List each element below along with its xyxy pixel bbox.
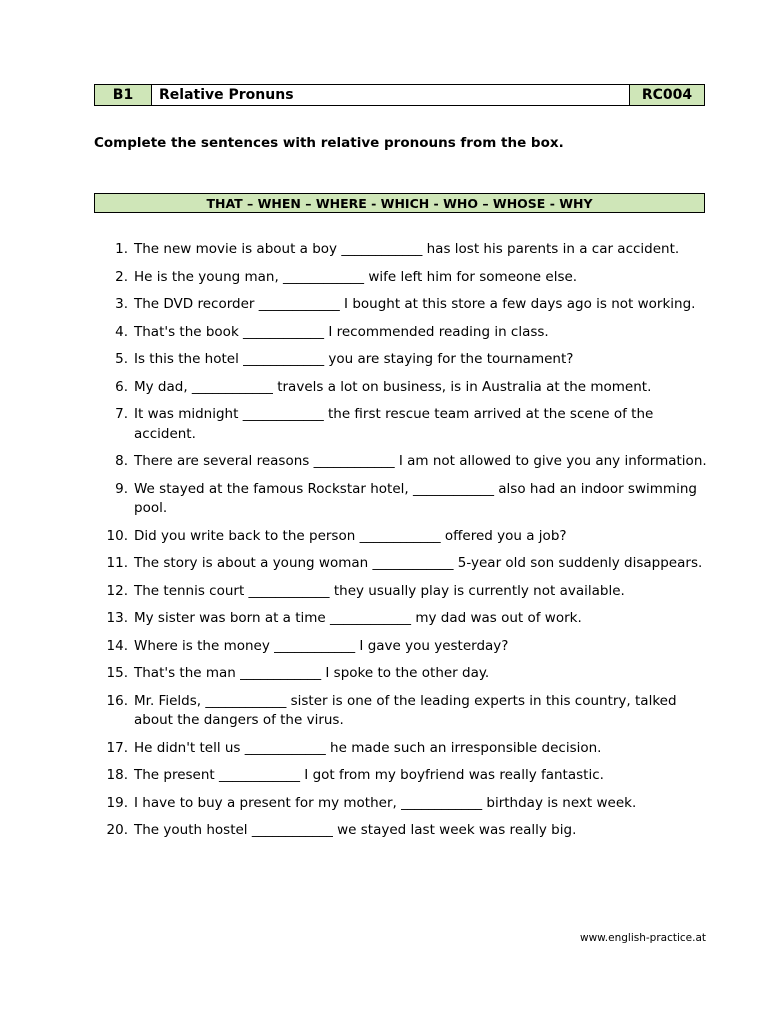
worksheet-header [94,84,705,106]
question-text: The present ____________ I got from my boyfriend was really fantastic. [134,767,604,783]
question-item [94,794,709,814]
question-text: The story is about a young woman ____________ 5-year old son suddenly disappears. [134,555,703,571]
question-item [94,821,709,841]
question-text: Did you write back to the person ____________ offered you a job? [134,527,567,544]
question-text: The DVD recorder ____________ I bought at this store a few days ago is not working. [134,296,696,312]
question-number: 19. [106,794,128,811]
question-list [94,240,709,849]
question-text: We stayed at the famous Rockstar hotel, ____________ also had an indoor swimming pool. [134,480,697,516]
instruction-text: Complete the sentences with relative pronouns from the box. [94,135,564,151]
word-box: THAT – WHEN – WHERE - WHICH - WHO – WHOSE - WHY [94,193,705,213]
question-number: 9. [115,480,128,497]
question-text: I have to buy a present for my mother, ____________ birthday is next week. [134,794,637,811]
question-number: 13. [106,610,128,626]
question-text: Mr. Fields, ____________ sister is one of the leading experts in this country, talked about the dangers of the virus. [134,692,677,728]
question-number: 1. [115,241,128,257]
question-item [94,295,709,315]
question-text: That's the man ____________ I spoke to the other day. [134,665,490,681]
question-text: My dad, ____________ travels a lot on business, is in Australia at the moment. [134,378,652,395]
question-item [94,405,709,444]
question-number: 16. [106,692,128,709]
question-item [94,268,709,288]
worksheet-title: Relative Pronuns [152,85,630,105]
question-number: 14. [106,637,128,654]
question-number: 20. [106,822,128,838]
question-text: He is the young man, ____________ wife left him for someone else. [134,268,578,285]
question-number: 12. [106,582,128,599]
question-item [94,637,709,657]
question-number: 10. [106,527,128,544]
question-text: It was midnight ____________ the first rescue team arrived at the scene of the accident. [134,406,654,442]
question-number: 6. [115,378,128,395]
question-item [94,692,709,731]
question-item [94,609,709,629]
question-number: 5. [115,351,128,367]
question-item [94,452,709,472]
question-text: The tennis court ____________ they usually play is currently not available. [134,582,625,599]
question-number: 11. [106,555,128,571]
question-item [94,554,709,574]
footer-url: www.english-practice.at [579,932,706,944]
question-number: 8. [115,453,128,469]
question-text: That's the book ____________ I recommended reading in class. [134,323,549,340]
question-item [94,527,709,547]
level-label: B1 [95,85,152,105]
question-item [94,739,709,759]
question-text: The new movie is about a boy ____________ has lost his parents in a car accident. [134,241,680,257]
question-item [94,480,709,519]
question-item [94,766,709,786]
question-item [94,350,709,370]
question-number: 7. [115,406,128,422]
question-number: 15. [106,665,128,681]
question-text: My sister was born at a time ____________ my dad was out of work. [134,610,582,626]
question-number: 3. [115,296,128,312]
question-item [94,240,709,260]
question-text: Is this the hotel ____________ you are staying for the tournament? [134,351,574,367]
question-number: 17. [106,739,128,756]
question-text: There are several reasons ____________ I am not allowed to give you any information. [134,453,707,469]
question-number: 4. [115,323,128,340]
question-text: The youth hostel ____________ we stayed last week was really big. [134,822,577,838]
question-number: 18. [106,767,128,783]
question-number: 2. [115,268,128,285]
question-item [94,664,709,684]
question-text: He didn't tell us ____________ he made such an irresponsible decision. [134,739,602,756]
question-item [94,323,709,343]
question-item [94,582,709,602]
question-text: Where is the money ____________ I gave you yesterday? [134,637,509,654]
worksheet-code: RC004 [630,85,704,105]
question-item [94,378,709,398]
